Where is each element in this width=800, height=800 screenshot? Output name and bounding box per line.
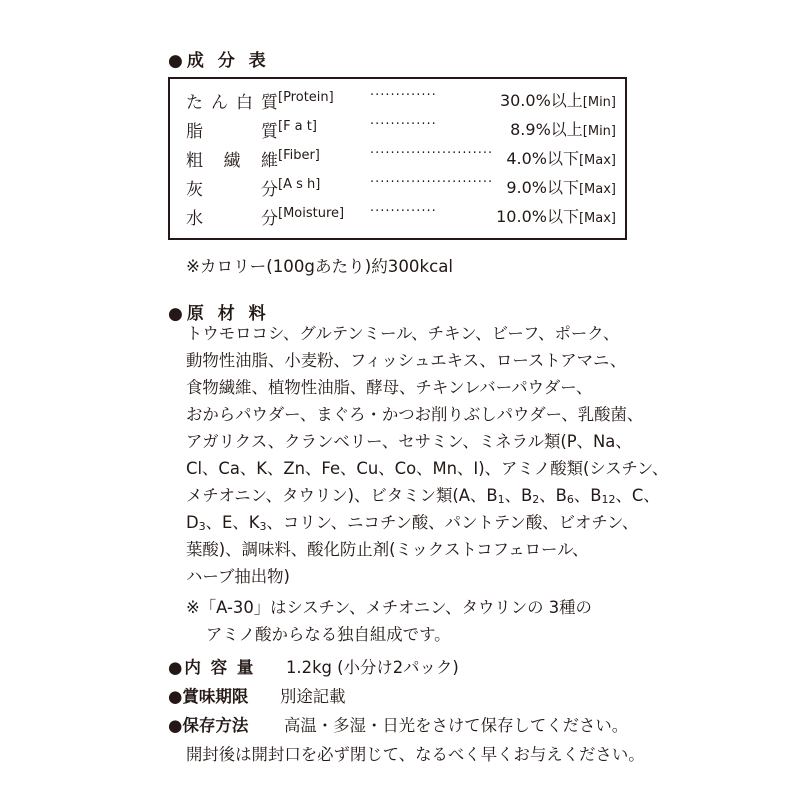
analysis-heading: ●成 分 表 <box>168 51 270 71</box>
storage-label: ●保存方法 <box>168 716 249 735</box>
calorie-note: ※カロリー(100gあたり)約300kcal <box>186 257 453 276</box>
content-amount-value: 1.2kg (小分け2パック) <box>286 658 459 677</box>
analysis-row <box>186 204 616 232</box>
row-value: 8.9%以上[Min] <box>510 120 616 139</box>
closing-note: 開封後は開封口を必ず閉じて、なるべく早くお与えください。 <box>186 745 645 764</box>
row-leader-dots: ············· <box>370 204 437 219</box>
row-value: 10.0%以下[Max] <box>496 207 616 226</box>
ingredient-line: メチオニン、タウリン)、ビタミン類(A、B1、B2、B6、B12、C、 <box>186 486 660 506</box>
storage-value: 高温・多湿・日光をさけて保存してください。 <box>284 716 629 735</box>
ingredients-heading: ●原 材 料 <box>168 304 270 324</box>
content-amount-label: ●内 容 量 <box>168 658 256 677</box>
row-leader-dots: ············· <box>370 117 437 132</box>
ingredient-line: 葉酸)、調味料、酸化防止剤(ミックストコフェロール、 <box>186 540 589 559</box>
ingredient-line: 食物繊維、植物性油脂、酵母、チキンレバーパウダー、 <box>186 378 593 397</box>
row-leader-dots: ························ <box>370 146 494 161</box>
ingredient-line: D3、E、K3、コリン、ニコチン酸、パントテン酸、ビオチン、 <box>186 513 639 533</box>
row-label: 灰 分 <box>186 180 278 200</box>
a30-note-line: アミノ酸からなる独自組成です。 <box>206 625 451 644</box>
row-english: [Fiber] <box>278 148 320 163</box>
row-label: 水 分 <box>186 209 278 229</box>
ingredient-line: 動物性油脂、小麦粉、フィッシュエキス、ローストアマニ、 <box>186 351 627 370</box>
row-english: [Moisture] <box>278 206 345 221</box>
row-value: 30.0%以上[Min] <box>499 91 616 110</box>
row-value: 4.0%以下[Max] <box>506 149 616 168</box>
analysis-row <box>186 146 616 174</box>
analysis-row <box>186 117 616 145</box>
row-leader-dots: ············· <box>370 88 437 103</box>
ingredient-line: ハーブ抽出物) <box>186 567 290 586</box>
row-english: [F a t] <box>278 119 317 134</box>
expiry-label: ●賞味期限 <box>168 687 249 706</box>
ingredient-line: アガリクス、クランベリー、セサミン、ミネラル類(P、Na、 <box>186 432 632 451</box>
expiry-value: 別途記載 <box>280 687 346 706</box>
row-label: 粗 繊 維 <box>186 151 278 171</box>
analysis-row <box>186 175 616 203</box>
row-label: た ん 白 質 <box>186 93 278 113</box>
row-label: 脂 質 <box>186 122 278 142</box>
ingredient-line: Cl、Ca、K、Zn、Fe、Cu、Co、Mn、I)、アミノ酸類(シスチン、 <box>186 459 669 478</box>
row-english: [A s h] <box>278 177 321 192</box>
analysis-row <box>186 88 616 116</box>
row-leader-dots: ························ <box>370 175 494 190</box>
row-english: [Protein] <box>278 90 334 105</box>
row-value: 9.0%以下[Max] <box>506 178 616 197</box>
a30-note-line: ※「A-30」はシスチン、メチオニン、タウリンの 3種の <box>186 598 592 617</box>
ingredient-line: トウモロコシ、グルテンミール、チキン、ビーフ、ポーク、 <box>186 324 620 343</box>
ingredient-line: おからパウダー、まぐろ・かつお削りぶしパウダー、乳酸菌、 <box>186 405 644 424</box>
